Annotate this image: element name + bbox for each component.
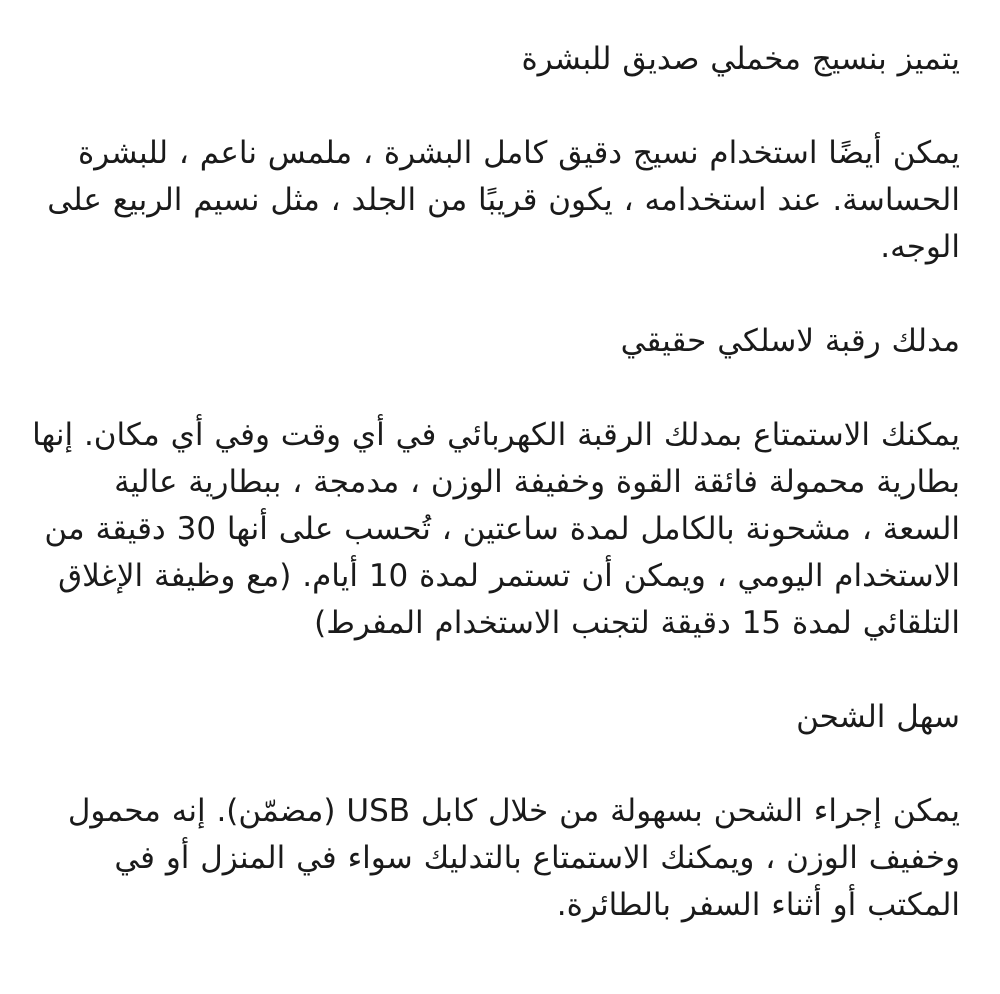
section-body-wireless-massager: يمكنك الاستمتاع بمدلك الرقبة الكهربائي في أي وقت وفي أي مكان. إنها بطارية محمولة فائقة القوة وخفيفة الوزن ، مدمجة ، ببطارية عالية السعة ، مشحونة بالكامل لمدة ساعتين ، تُحسب على أنها 30 دقيقة من الاستخدام اليومي ، ويمكن أن تستمر لمدة 10 أيام. (مع وظيفة الإغلاق التلقائي لمدة 15 دقيقة لتجنب الاستخدام المفرط) [32, 417, 960, 641]
section-heading-wireless-massager: مدلك رقبة لاسلكي حقيقي [620, 323, 960, 359]
section-body-velvet-texture: يمكن أيضًا استخدام نسيج دقيق كامل البشرة ، ملمس ناعم ، للبشرة الحساسة. عند استخدامه ، يكون قريبًا من الجلد ، مثل نسيم الربيع على الوجه. [47, 135, 960, 265]
paragraph-spacer [30, 741, 960, 788]
paragraph-spacer [30, 647, 960, 694]
section-heading-velvet-texture: يتميز بنسيج مخملي صديق للبشرة [521, 41, 960, 77]
paragraph-spacer [30, 271, 960, 318]
section-heading-easy-charging: سهل الشحن [796, 699, 960, 735]
paragraph-spacer [30, 365, 960, 412]
paragraph-spacer [30, 83, 960, 130]
section-body-easy-charging: يمكن إجراء الشحن بسهولة من خلال كابل USB (مضمّن). إنه محمول وخفيف الوزن ، ويمكنك الاستمتاع بالتدليك سواء في المنزل أو في المكتب أو أثناء السفر بالطائرة. [67, 793, 960, 923]
